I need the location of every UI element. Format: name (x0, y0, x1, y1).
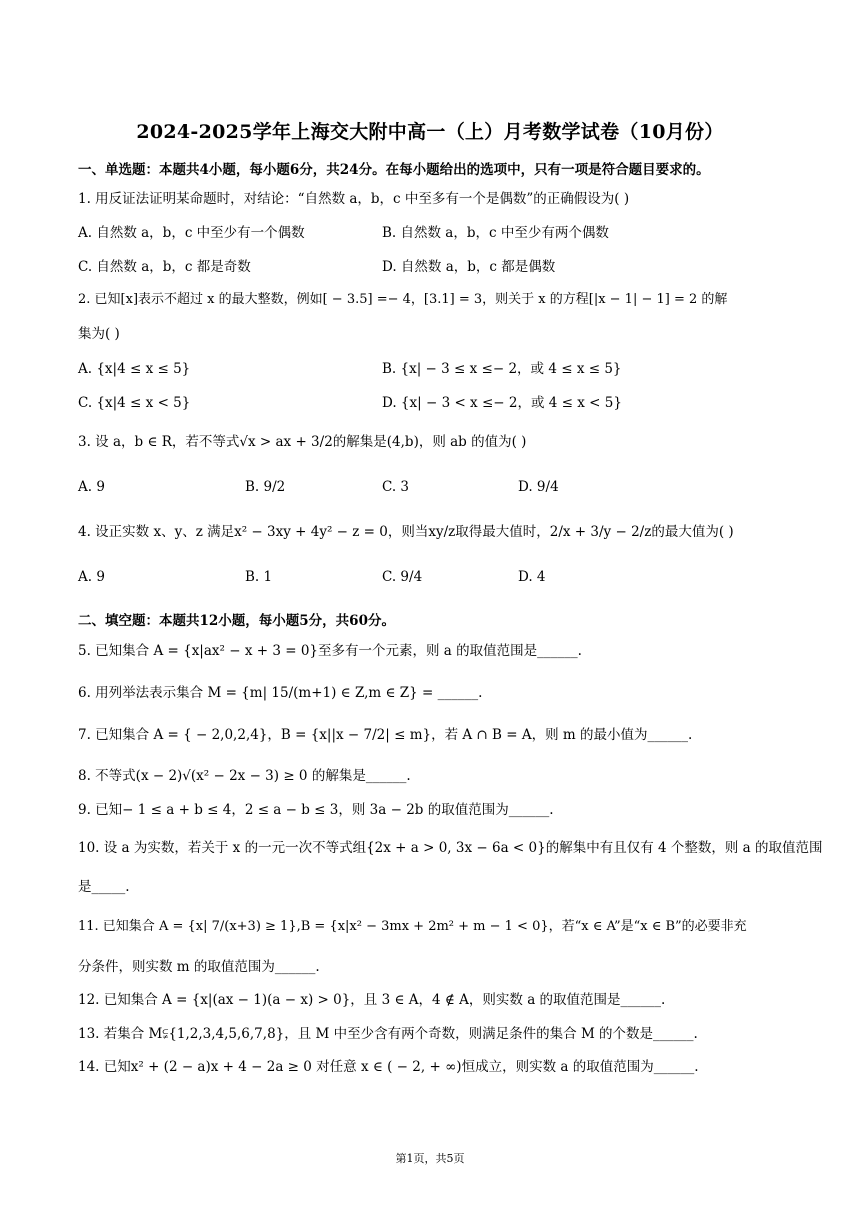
question-11-line-1: 11. 已知集合 A = {x| 7/(x+3) ≥ 1},B = {x|x² − 3mx + 2m² + m − 1 < 0}，若“x ∈ A”是“x ∈ B”的必要非充 (78, 919, 747, 934)
question-10-line-1: 10. 设 a 为实数，若关于 x 的一元一次不等式组{2x + a > 0, 3x − 6a < 0}的解集中有且仅有 4 个整数，则 a 的取值范围 (78, 840, 823, 856)
question-3-option-c: C. 3 (382, 479, 410, 495)
question-2-option-a: A. {x|4 ≤ x ≤ 5} (78, 361, 191, 377)
page-title: 2024-2025学年上海交大附中高一（上）月考数学试卷（10月份） (136, 121, 724, 143)
question-1-stem: 1. 用反证法证明某命题时，对结论：“自然数 a，b，c 中至多有一个是偶数”的正确假设为( ) (78, 191, 630, 207)
question-6: 6. 用列举法表示集合 M = {m| 15/(m+1) ∈ Z,m ∈ Z} = ______. (78, 685, 483, 701)
question-11-line-2: 分条件，则实数 m 的取值范围为______. (78, 959, 320, 975)
question-1-option-b: B. 自然数 a，b，c 中至少有两个偶数 (382, 225, 609, 241)
question-2-option-d: D. {x| − 3 < x ≤− 2，或 4 ≤ x < 5} (382, 395, 622, 411)
question-4-option-a: A. 9 (78, 569, 105, 585)
question-7: 7. 已知集合 A = { − 2,0,2,4}，B = {x||x − 7/2| ≤ m}，若 A ∩ B = A，则 m 的最小值为______. (78, 727, 693, 743)
question-13: 13. 若集合 M⫋{1,2,3,4,5,6,7,8}，且 M 中至少含有两个奇数，则满足条件的集合 M 的个数是______. (78, 1026, 698, 1042)
question-5: 5. 已知集合 A = {x|ax² − x + 3 = 0}至多有一个元素，则 a 的取值范围是______. (78, 643, 582, 659)
question-2-option-b: B. {x| − 3 ≤ x ≤− 2，或 4 ≤ x ≤ 5} (382, 361, 622, 377)
question-4-stem: 4. 设正实数 x、y、z 满足x² − 3xy + 4y² − z = 0，则当xy/z取得最大值时，2/x + 3/y − 2/z的最大值为( ) (78, 524, 734, 540)
question-2-stem: 2. 已知[x]表示不超过 x 的最大整数，例如[ − 3.5] =− 4，[3.1] = 3，则关于 x 的方程[|x − 1| − 1] = 2 的解 (78, 292, 728, 307)
question-3-option-a: A. 9 (78, 479, 105, 495)
section-heading-single-choice: 一、单选题：本题共4小题，每小题6分，共24分。在每小题给出的选项中，只有一项是符合题目要求的。 (78, 162, 710, 178)
question-10-line-2: 是_____. (78, 879, 130, 895)
question-1-option-a: A. 自然数 a，b，c 中至少有一个偶数 (78, 225, 305, 241)
question-4-option-b: B. 1 (245, 569, 273, 585)
question-1-option-d: D. 自然数 a，b，c 都是偶数 (382, 259, 556, 275)
question-14: 14. 已知x² + (2 − a)x + 4 − 2a ≥ 0 对任意 x ∈ ( − 2, + ∞)恒成立，则实数 a 的取值范围为______. (78, 1059, 699, 1075)
question-3-stem: 3. 设 a，b ∈ R，若不等式√x > ax + 3/2的解集是(4,b)，则 ab 的值为( ) (78, 434, 527, 450)
question-12: 12. 已知集合 A = {x|(ax − 1)(a − x) > 0}，且 3 ∈ A，4 ∉ A，则实数 a 的取值范围是______. (78, 992, 666, 1008)
question-1-option-c: C. 自然数 a，b，c 都是奇数 (78, 259, 251, 275)
page-footer: 第1页，共5页 (395, 1152, 465, 1165)
question-4-option-d: D. 4 (518, 569, 546, 585)
question-4-option-c: C. 9/4 (382, 569, 423, 585)
question-2-stem-continued: 集为( ) (78, 326, 120, 342)
question-8: 8. 不等式(x − 2)√(x² − 2x − 3) ≥ 0 的解集是______. (78, 768, 411, 784)
question-3-option-d: D. 9/4 (518, 479, 559, 495)
question-9: 9. 已知− 1 ≤ a + b ≤ 4，2 ≤ a − b ≤ 3，则 3a − 2b 的取值范围为______. (78, 802, 554, 818)
section-heading-fill-in: 二、填空题：本题共12小题，每小题5分，共60分。 (78, 613, 395, 629)
question-3-option-b: B. 9/2 (245, 479, 286, 495)
question-2-option-c: C. {x|4 ≤ x < 5} (78, 395, 191, 411)
